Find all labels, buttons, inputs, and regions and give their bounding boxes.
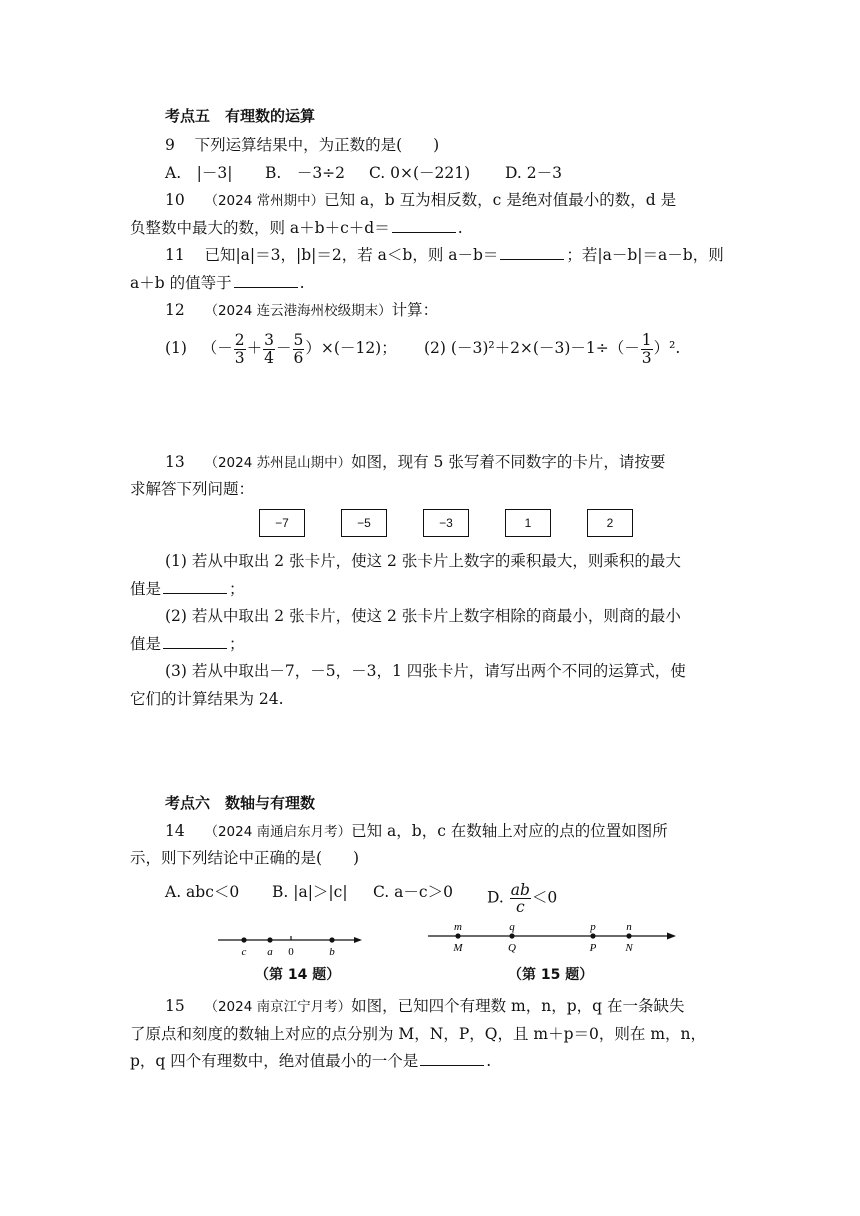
label-Q: Q <box>508 942 516 954</box>
point-c <box>241 937 246 942</box>
number-card: 1 <box>505 509 551 537</box>
point-n <box>626 933 631 938</box>
numerator: 2 <box>234 330 245 349</box>
numerator: ab <box>510 881 530 899</box>
question-text: . <box>299 274 305 292</box>
point-m <box>455 933 460 938</box>
question-text: p，q 四个有理数中，绝对值最小的一个是 <box>130 1052 419 1070</box>
label-n: n <box>626 921 632 933</box>
numerator: 5 <box>293 330 304 349</box>
question-10-line-1 <box>165 190 676 211</box>
answer-blank[interactable] <box>234 273 298 288</box>
arrow-head <box>354 937 362 943</box>
fraction <box>234 332 246 367</box>
question-number: 13 <box>165 453 185 471</box>
question-15-line-1 <box>165 996 685 1017</box>
denominator: 4 <box>264 348 275 367</box>
denominator: 6 <box>293 348 304 367</box>
question-text: 已知|a|＝3，|b|＝2，若 a＜b，则 a－b＝ <box>204 246 499 264</box>
question-text: ； <box>229 635 245 653</box>
numerator: 3 <box>264 330 275 349</box>
operator: － <box>276 339 292 357</box>
option-a: A. |－3| <box>165 164 233 182</box>
question-text: 如图，已知四个有理数 m，n，p，q 在一条缺失 <box>351 997 685 1015</box>
question-14-options <box>165 872 725 916</box>
question-text: . <box>486 1052 492 1070</box>
question-source: （2024 苏州昆山期中） <box>204 455 352 471</box>
fraction <box>510 882 531 915</box>
point-p <box>590 933 595 938</box>
numerator: 1 <box>641 330 652 349</box>
denominator: 3 <box>234 348 245 367</box>
number-card: −7 <box>259 509 305 537</box>
question-text: ；若|a－b|＝a－b，则 <box>566 246 724 264</box>
inequality: ＜0 <box>531 888 558 907</box>
option-b: B. －3÷2 <box>265 164 346 182</box>
question-13-sub-1-answer <box>130 579 245 599</box>
question-number: 12 <box>165 301 185 319</box>
label-p: p <box>590 921 596 933</box>
question-12-part-1 <box>165 328 397 368</box>
question-13-line-1 <box>165 452 665 473</box>
expression: ）². <box>653 339 681 357</box>
operator: ＋ <box>246 339 263 357</box>
denominator: 3 <box>641 348 652 367</box>
label-q: q <box>509 921 515 933</box>
question-number: 10 <box>165 191 185 209</box>
question-12-part-2 <box>424 328 680 368</box>
label-c: c <box>241 946 247 958</box>
part-label: (1) <box>165 339 187 357</box>
fraction <box>641 332 653 367</box>
label-a: a <box>267 946 273 958</box>
denominator: c <box>515 898 525 916</box>
fraction <box>293 332 305 367</box>
figure-caption-14: （第 14 题） <box>255 967 341 983</box>
question-15-line-2: 了原点和刻度的数轴上对应的点分别为 M，N，P，Q，且 m＋p＝0，则在 m，n， <box>130 1025 707 1043</box>
expression: （－ <box>201 339 233 357</box>
question-source: （2024 连云港海州校级期末） <box>204 303 392 319</box>
point-q <box>509 933 514 938</box>
answer-blank[interactable] <box>420 1051 484 1066</box>
question-source: （2024 南通启东月考） <box>204 824 352 840</box>
question-text: 值是 <box>130 635 162 653</box>
question-number: 15 <box>165 997 185 1015</box>
question-number: 14 <box>165 822 185 840</box>
question-13-sub-1: (1) 若从中取出 2 张卡片，使这 2 张卡片上数字的乘积最大，则乘积的最大 <box>165 552 681 570</box>
part-label: (2) <box>424 339 446 357</box>
question-text: 负整数中最大的数，则 a＋b＋c＋d＝ <box>130 219 390 237</box>
question-text: 下列运算结果中，为正数的是( ) <box>194 136 440 154</box>
question-13-sub-3: (3) 若从中取出－7，－5，－3，1 四张卡片，请写出两个不同的运算式，使 <box>165 662 686 680</box>
answer-blank[interactable] <box>163 579 227 594</box>
option-b: B. |a|＞|c| <box>272 883 348 901</box>
question-11-line-2 <box>130 273 305 293</box>
question-14-line-1 <box>165 821 668 842</box>
section-title-6: 考点六 数轴与有理数 <box>165 794 316 812</box>
number-card: −3 <box>423 509 469 537</box>
question-source: （2024 南京江宁月考） <box>204 999 352 1015</box>
question-13-sub-2: (2) 若从中取出 2 张卡片，使这 2 张卡片上数字相除的商最小，则商的最小 <box>165 607 681 625</box>
option-d <box>487 882 557 915</box>
figure-caption-15: （第 15 题） <box>508 967 594 983</box>
question-number: 11 <box>165 246 185 264</box>
question-number: 9 <box>165 136 175 154</box>
label-zero: 0 <box>288 946 294 958</box>
question-text: 计算： <box>391 301 439 319</box>
label-N: N <box>625 942 633 954</box>
question-text: 已知 a，b 互为相反数，c 是绝对值最小的数，d 是 <box>324 191 677 209</box>
question-13-sub-2-answer <box>130 634 245 654</box>
question-source: （2024 常州期中） <box>204 193 325 209</box>
section-title-5: 考点五 有理数的运算 <box>165 107 316 125</box>
expression: (－3)²＋2×(－3)－1÷（－ <box>450 339 640 357</box>
question-15-line-3 <box>130 1051 491 1071</box>
label-M: M <box>453 942 463 954</box>
question-12-line-1 <box>165 300 438 321</box>
question-13-sub-3-cont: 它们的计算结果为 24. <box>130 690 284 708</box>
label-P: P <box>589 942 597 954</box>
question-9-stem <box>165 135 439 155</box>
answer-blank[interactable] <box>392 218 456 233</box>
question-13-line-2: 求解答下列问题： <box>130 480 255 498</box>
option-c: C. 0×(－221) <box>369 164 471 182</box>
number-line-15 <box>426 918 678 958</box>
number-card: 2 <box>587 509 633 537</box>
question-11-line-1 <box>165 245 724 265</box>
question-text: . <box>457 219 463 237</box>
expression: ）×(－12)； <box>305 339 397 357</box>
number-card: −5 <box>341 509 387 537</box>
label-m: m <box>454 921 462 933</box>
question-10-line-2 <box>130 218 463 238</box>
fraction <box>263 332 275 367</box>
question-text: ； <box>229 580 245 598</box>
option-c: C. a－c＞0 <box>373 883 453 901</box>
option-a: A. abc＜0 <box>165 883 240 901</box>
point-b <box>329 937 334 942</box>
option-label: D. <box>487 888 504 907</box>
question-14-line-2: 示，则下列结论中正确的是( ) <box>130 849 360 867</box>
question-text: 如图，现有 5 张写着不同数字的卡片，请按要 <box>351 453 666 471</box>
label-b: b <box>329 946 335 958</box>
option-d: D. 2－3 <box>505 164 562 182</box>
point-a <box>267 937 272 942</box>
answer-blank[interactable] <box>163 634 227 649</box>
number-line-14 <box>216 930 364 960</box>
question-text: 已知 a，b，c 在数轴上对应的点的位置如图所 <box>351 822 668 840</box>
answer-blank[interactable] <box>500 245 564 260</box>
question-text: a＋b 的值等于 <box>130 274 232 292</box>
question-text: 值是 <box>130 580 162 598</box>
arrow-head <box>667 933 676 940</box>
